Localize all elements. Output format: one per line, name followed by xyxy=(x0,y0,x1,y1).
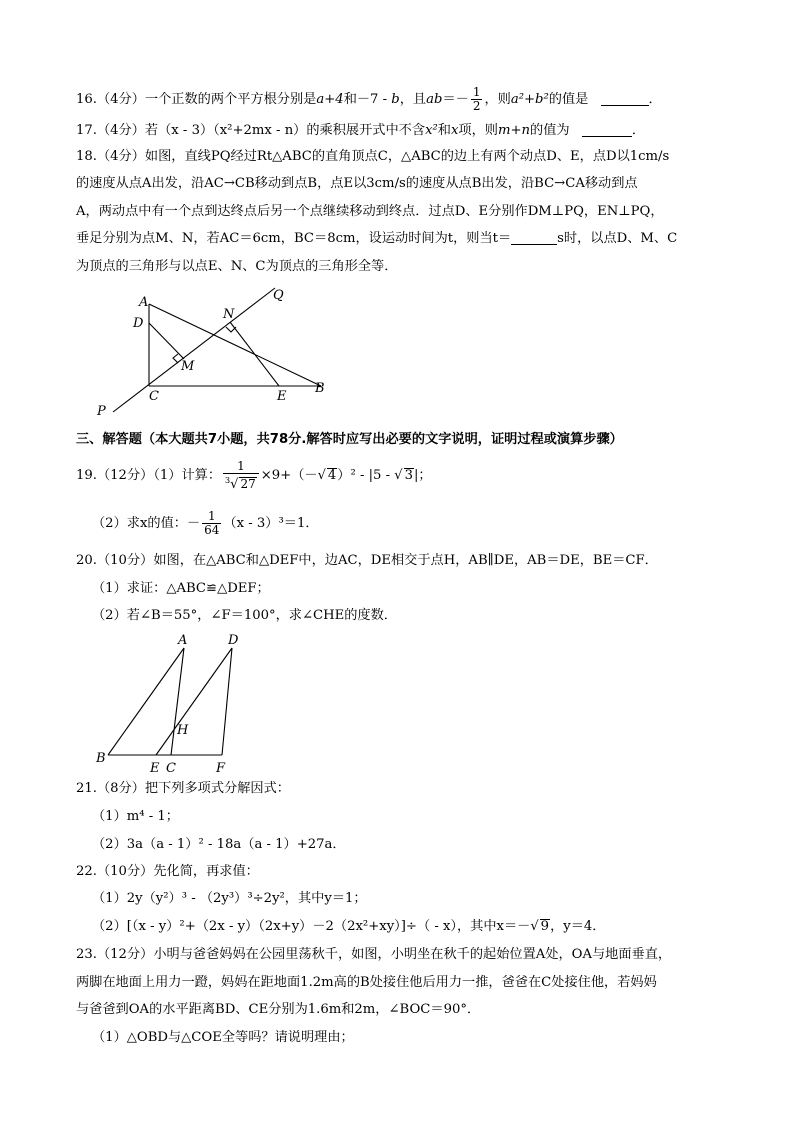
q22-text: （2）[（x - y）²+（2x - y）（2x+y）－2（2x²+xy）]÷（ - x），其中x＝－ xyxy=(92,919,531,934)
segment-dm xyxy=(149,323,184,359)
fraction-denominator xyxy=(223,474,259,491)
q19-text: |； xyxy=(413,468,432,483)
label-f: F xyxy=(216,761,226,775)
q18-text: 垂足分别为点M、N，若AC＝6cm，BC＝8cm，设运动时间为t，则当t＝ xyxy=(76,231,512,246)
label-b: B xyxy=(315,381,325,396)
label-a: A xyxy=(178,633,188,648)
q17-var: x xyxy=(450,123,459,138)
question-22-part1: （1）2y（y²）³ - （2y³）³÷2y²，其中y＝1； xyxy=(92,891,367,906)
q17-text: 的值为 xyxy=(530,123,570,138)
label-a: A xyxy=(139,295,149,310)
question-18-line4 xyxy=(76,230,677,248)
question-23-line2: 两脚在地面上用力一蹬，妈妈在距地面1.2m高的B处接住他后用力一推，爸爸在C处接住他，若妈妈 xyxy=(76,975,657,990)
label-c: C xyxy=(166,761,176,775)
label-e: E xyxy=(150,761,160,775)
label-b: B xyxy=(96,751,106,766)
q19-fraction xyxy=(202,510,221,537)
q16-fraction xyxy=(471,86,483,113)
question-23-line3: 与爸爸到OA的水平距离BD、CE分别为1.6m和2m，∠BOC＝90°． xyxy=(76,1002,481,1017)
q17-text: 项，则 xyxy=(458,123,498,138)
q19-text: （2）求x的值：－ xyxy=(92,516,201,531)
question-20-part1: （1）求证：△ABC≌△DEF； xyxy=(92,581,270,596)
radicand: 3 xyxy=(404,468,413,483)
question-21-part1: （1）m⁴ - 1； xyxy=(92,809,179,824)
radicand: 9 xyxy=(540,919,550,934)
question-21-part2: （2）3a（a - 1）² - 18a（a - 1）+27a． xyxy=(92,837,346,852)
q16-text: 16.（4分）一个正数的两个平方根分别是 xyxy=(76,92,317,107)
question-23-line1: 23.（12分）小明与爸爸妈妈在公园里荡秋千，如图，小明坐在秋千的起始位置A处，OA与地面垂直， xyxy=(76,947,672,962)
label-m: M xyxy=(181,359,195,374)
question-18-line2: 的速度从点A出发，沿AC→CB移动到点B，点E以3cm/s的速度从点B出发，沿BC→CA移动到点 xyxy=(76,176,638,191)
question-19-part1 xyxy=(76,460,432,491)
question-18-line1: 18.（4分）如图，直线PQ经过Rt△ABC的直角顶点C，△ABC的边上有两个动点D、E，点D以1cm/s xyxy=(76,149,670,164)
label-h: H xyxy=(177,723,189,738)
radicand: 4 xyxy=(327,468,337,483)
figure-18 xyxy=(85,282,345,422)
fraction-numerator: 1 xyxy=(202,510,221,524)
radicand: 27 xyxy=(240,477,256,491)
answer-blank xyxy=(601,91,649,106)
label-d: D xyxy=(228,633,239,648)
label-p: P xyxy=(97,404,106,419)
q16-text: 的值是 xyxy=(548,92,589,107)
radical-icon: √ xyxy=(394,468,403,483)
q17-var: x² xyxy=(425,123,438,138)
segment-ab xyxy=(149,304,321,386)
fraction-denominator: 64 xyxy=(204,523,220,537)
question-18-line5: 为顶点的三角形与以点E、N、C为顶点的三角形全等． xyxy=(76,259,398,274)
q19-fraction xyxy=(223,460,259,491)
question-23-part1: （1）△OBD与△COE全等吗？请说明理由； xyxy=(92,1030,354,1045)
q19-text: （x - 3）³＝1． xyxy=(223,516,319,531)
q16-text: 和－7 - xyxy=(343,92,392,107)
section-3-heading: 三、解答题（本大题共7小题，共78分.解答时应写出必要的文字说明，证明过程或演算步骤） xyxy=(76,432,623,447)
fraction-numerator: 1 xyxy=(223,460,259,474)
q16-expr: a²+b² xyxy=(510,92,549,107)
question-22-part2 xyxy=(92,918,605,936)
question-18-line3: A，两动点中有一个点到达终点后另一个点继续移动到终点．过点D、E分别作DM⊥PQ，EN⊥PQ， xyxy=(76,204,664,219)
question-20-part2: （2）若∠B＝55°，∠F＝100°，求∠CHE的度数． xyxy=(92,608,397,623)
label-q: Q xyxy=(273,288,284,303)
q17-text: 17.（4分）若（x - 3）（x²+2mx - n）的乘积展开式中不含 xyxy=(76,123,426,138)
figure-20 xyxy=(92,630,252,775)
radical-icon: √ xyxy=(530,919,539,934)
label-e: E xyxy=(277,389,287,404)
q16-text: ＝－ xyxy=(442,92,469,107)
question-20-line1: 20.（10分）如图，在△ABC和△DEF中，边AC，DE相交于点H，AB∥DE，AB＝DE，BE＝CF． xyxy=(76,553,658,568)
fraction-denominator: 2 xyxy=(472,99,481,113)
q17-var: m+n xyxy=(497,123,531,138)
q16-text: ，则 xyxy=(484,92,511,107)
question-21-line1: 21.（8分）把下列多项式分解因式： xyxy=(76,781,290,796)
right-angle-m xyxy=(173,354,178,363)
right-angle-n xyxy=(226,327,236,332)
q17-text: 和 xyxy=(437,123,451,138)
q16-var: ab xyxy=(426,92,443,107)
answer-blank xyxy=(582,122,632,137)
root-index: 3 xyxy=(225,476,231,485)
question-19-part2 xyxy=(92,510,319,537)
q16-text: ，且 xyxy=(399,92,427,107)
q19-text: ）² - |5 - xyxy=(337,468,395,483)
fraction-numerator: 1 xyxy=(472,85,481,99)
q16-var: b xyxy=(391,92,400,107)
answer-blank xyxy=(511,230,557,245)
segment-de xyxy=(156,648,232,755)
line-pq xyxy=(113,288,275,412)
q19-text: 19.（12分）（1）计算： xyxy=(76,468,222,483)
question-16: 16.（4分）一个正数的两个平方根分别是a+4和－7 - b，且ab＝－ $\frac{1}{2}$ ，则a²+b²的值是 ． xyxy=(76,85,662,113)
q22-text: ，y＝4． xyxy=(550,919,606,934)
q16-expr: a+4 xyxy=(316,92,344,107)
label-d: D xyxy=(133,316,144,331)
label-c: C xyxy=(149,389,159,404)
question-17: 17.（4分）若（x - 3）（x²+2mx - n）的乘积展开式中不含x²和x项，则m+n的值为 ． xyxy=(76,123,645,138)
radical-icon: √ xyxy=(230,477,239,492)
segment-en xyxy=(230,322,279,386)
label-n: N xyxy=(223,307,235,322)
radical-icon: √ xyxy=(317,468,326,483)
q19-text: ×9+（－ xyxy=(260,468,318,483)
segment-df xyxy=(222,648,232,755)
q18-text: s时，以点D、M、C xyxy=(557,231,678,246)
question-22-line1: 22.（10分）先化简，再求值： xyxy=(76,864,259,879)
